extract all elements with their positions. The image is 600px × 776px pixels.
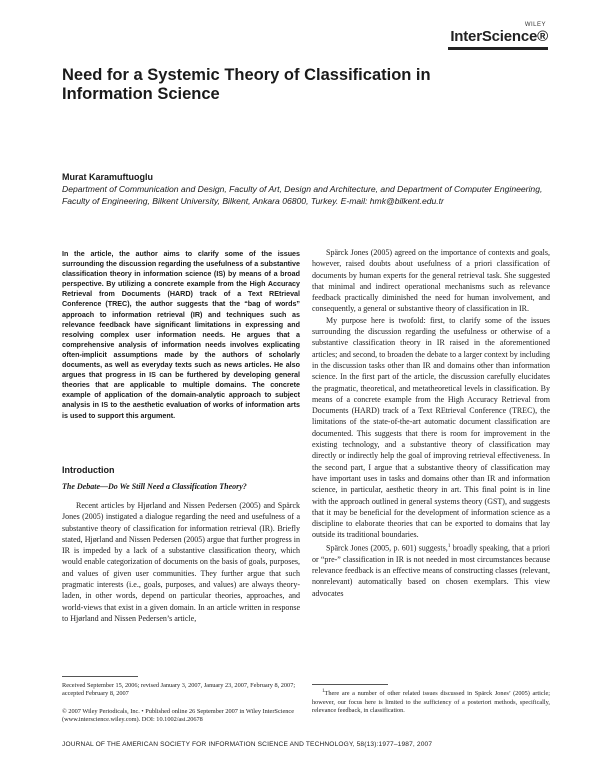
right-paragraph-3-start: Spärck Jones (2005, p. 601) suggests, [326,543,448,553]
article-title: Need for a Systemic Theory of Classification in Information Science [62,66,431,103]
footnote [312,688,550,715]
abstract: In the article, the author aims to clarify some of the issues surrounding the discussion regarding the usefulness of a substantive classification theory in information science (IS) by means of a broad perspective. By utilizing a concrete example from the High Accuracy Retrieval from Documents (HARD) track of a Text REtrieval Conference (TREC), the author suggests that the “bag of words” approach to information retrieval (IR) and techniques such as relevance feedback have significant limitations in expressing and resolving complex user information needs. He argues that a comprehensive analysis of information needs involves explicating often-implicit assumptions made by the authors of scholarly documents, as well as everyday texts such as news articles. He also argues that progress in IS can be furthered by developing general theories that are applicable to multiple domains. The concrete example of application of the domain-analytic approach to subject analysis in IS to the aesthetic evaluation of works of information arts is used to support this argument. [62,250,300,420]
wiley-interscience-logo [444,22,548,52]
footnote-marker: 1 [322,689,325,694]
journal-footer: JOURNAL OF THE AMERICAN SOCIETY FOR INFORMATION SCIENCE AND TECHNOLOGY, 58(13):1977–1987, 2007 [62,741,433,748]
logo-main-text: InterScience® [450,28,548,45]
left-body-paragraph: Recent articles by Hjørland and Nissen Pedersen (2005) and Spärck Jones (2005) instigated a dialogue regarding the need and usefulness of a substantive theory of classification for information retrieval (IR). Briefly stated, Hjørland and Nissen Pedersen (2005) argue that further progress in IR is impeded by a lack of a substantive classification theory, which would enable categorization of documents on the basis of goals, purposes, and values of given user communities. They further argue that such pragmatic interests (i.e., goals, purposes, and values) are always theory-laden, in other words, depend on particular theories, approaches, and world-views that exist in a given domain. In an article written in response to Hjørland and Nissen Pedersen’s article, [62,501,300,623]
received-dates: Received September 15, 2006; revised January 3, 2007, January 23, 2007, February 8, 2007; accepted February 8, 2007 [62,682,296,698]
left-footnote-rule [62,676,138,677]
right-paragraph-1: Spärck Jones (2005) agreed on the importance of contexts and goals, however, raised doubts about usefulness of a priori classification of documents by human experts for the general retrieval task. She suggested that minimal and indirect operational mechanisms such as relevance feedback practically diminished the need for human involvement, and consequently, a general or substantive theory of classification in IR. [312,248,550,314]
right-paragraph-3-rest: broadly speaking, that a priori or “pre-” classification in IR is not needed in most circumstances because relevance feedback is an effective means of constructing classes (relevant, nonrelevant) automatically based on chosen exemplars. This view advocates [312,543,551,598]
subsection-heading: The Debate—Do We Still Need a Classification Theory? [62,482,247,491]
logo-bar [448,47,548,50]
author-name: Murat Karamuftuoglu [62,172,153,182]
author-affiliation: Department of Communication and Design, Faculty of Art, Design and Architecture, and Department of Computer Engineering, Faculty of Engineering, Bilkent University, Bilkent, Ankara 06800, Turkey. E-mail: hmk@bilkent.edu.tr [62,184,543,206]
copyright-notice: © 2007 Wiley Periodicals, Inc. • Published online 26 September 2007 in Wiley InterScience (www.interscience.wiley.com). DOI: 10.1002/asi.20678 [62,708,295,724]
right-footnote-rule [312,684,388,685]
footnote-reference: 1 [447,542,451,549]
footnote-text: There are a number of other related issues discussed in Spärck Jones’ (2005) article; however, our focus here is limited to the sufficiency of a posteriori methods, specifically, relevance feedback, in classification. [312,690,550,714]
section-heading: Introduction [62,465,115,475]
right-body [312,247,550,599]
right-paragraph-3 [312,541,550,599]
right-paragraph-2: My purpose here is twofold: first, to clarify some of the issues surrounding the discussion regarding the usefulness or otherwise of a substantive classification theory in IR raised in the aforementioned articles; and second, to broaden the debate to a larger context by including in the discussion tasks other than IR and domains other than information science. In the first part of the article, the discussion carefully elucidates the pragmatic, theoretical, and metatheoretical levels in classification. By means of a concrete example from the High Accuracy Retrieval from Documents (HARD) track of a Text REtrieval Conference (TREC), the limitations of the state-of-the-art automatic document classification are documented. This suggests that there is room for improvement in the existing technology, and a substantive theory of classification may directly or indirectly help the goal of improving retrieval effectiveness. In the second part, I argue that a substantive theory of classification may have important uses in tasks and domains other than IR and information science, in particular, aesthetic theory in art. This final point is in line with the approach outlined in general systems theory (GST), and suggests that it may be beneficial for the development of information science as a discipline to elaborate theories that can be exported to domains that lay outside its traditional boundaries. [312,315,550,540]
logo-small-text: WILEY [524,22,546,28]
